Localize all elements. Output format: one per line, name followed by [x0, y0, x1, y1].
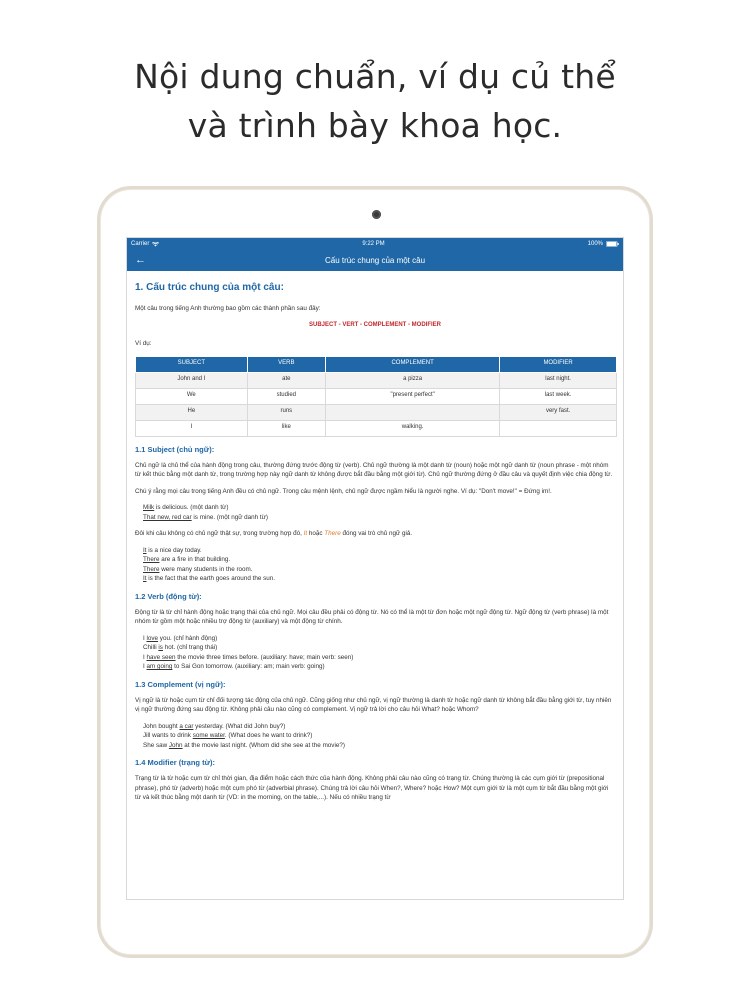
article-title: 1. Cấu trúc chung của một câu: — [135, 282, 284, 293]
example-line: There were many students in the room. — [143, 565, 253, 573]
subject-paragraph-2: Chú ý rằng mọi câu trong tiếng Anh đều có chủ ngữ. Trong câu mệnh lệnh, chủ ngữ được ngầm hiểu là người nghe. Ví dụ: "Don't move!" = Đứng im!. — [135, 487, 552, 495]
example-line: I have seen the movie three times before. (auxiliary: have; main verb: seen) — [143, 653, 354, 661]
example-line: I am going to Sai Gon tomorrow. (auxiliary: am; main verb: going) — [143, 663, 325, 670]
example-label: Ví dụ: — [135, 340, 152, 347]
headline-line-1: Nội dung chuẩn, ví dụ củ thể — [134, 57, 616, 96]
complement-paragraph-1: Vị ngữ là từ hoặc cụm từ chỉ đối tượng tác động của chủ ngữ. Cũng giống như chủ ngữ, vị ngữ thường là danh từ hoặc ngữ danh từ không bắt đầu bằng giới từ, tuy nhiên vị ngữ thường đứng sau động từ. Không phải câu nào cũng có complement. Vị ngữ trả lời cho câu hỏi What? hoặc Whom? — [135, 696, 612, 713]
example-line: It is a nice day today. — [143, 546, 202, 554]
table-cell: a pizza — [325, 372, 499, 388]
battery-icon — [606, 241, 619, 247]
nav-title: Cấu trúc chung của một câu — [324, 256, 426, 265]
verb-examples — [135, 634, 615, 672]
table-cell — [325, 404, 499, 420]
arrow-left-icon[interactable]: ← — [135, 254, 146, 266]
article-content — [127, 271, 623, 803]
section-heading-complement: 1.3 Complement (vị ngữ): — [135, 679, 226, 689]
table-row — [136, 404, 617, 420]
status-bar — [127, 238, 623, 250]
example-table — [135, 356, 617, 437]
section-heading-modifier: 1.4 Modifier (trạng từ): — [135, 758, 216, 767]
example-line: That new, red car is mine. (một ngữ danh từ) — [143, 513, 268, 521]
sentence-formula: SUBJECT - VERT - COMPLEMENT - MODIFIER — [309, 321, 441, 328]
section-heading-subject: 1.1 Subject (chủ ngữ): — [135, 444, 215, 454]
table-cell: John and I — [136, 372, 248, 388]
section-heading-verb: 1.2 Verb (động từ): — [135, 591, 202, 601]
table-cell: He — [136, 404, 248, 420]
table-cell: very fast. — [500, 404, 617, 420]
subject-examples-2 — [135, 546, 615, 584]
table-header-cell: SUBJECT — [136, 356, 248, 372]
example-line: It is the fact that the earth goes around the sun. — [143, 575, 275, 582]
subject-examples-1 — [135, 503, 615, 522]
table-header-cell: VERB — [247, 356, 325, 372]
complement-examples — [135, 722, 615, 751]
subject-paragraph-3: Đôi khi câu không có chủ ngữ thật sự, trong trường hợp đó, It hoặc There đóng vai trò chủ ngữ giả. — [135, 530, 413, 537]
example-line: There are a fire in that building. — [143, 556, 231, 563]
table-header-row — [136, 356, 617, 372]
table-row — [136, 420, 617, 436]
table-cell: walking. — [325, 420, 499, 436]
intro-text: Một câu trong tiếng Anh thường bao gồm các thành phần sau đây: — [135, 305, 321, 312]
example-line: She saw John at the movie last night. (Whom did she see at the movie?) — [143, 741, 345, 749]
example-line: I love you. (chỉ hành động) — [143, 634, 218, 642]
wifi-icon — [152, 242, 159, 247]
table-header-cell: COMPLEMENT — [325, 356, 499, 372]
verb-paragraph-1: Động từ là từ chỉ hành động hoặc trạng thái của chủ ngữ. Mọi câu đều phải có động từ. Nó có thể là một từ đơn hoặc một ngữ động từ. Ngữ động từ (verb phrase) là một nhóm từ gồm một hoặc nhiều trợ động từ (auxiliary) và một động từ chính. — [135, 608, 609, 625]
example-line: Milk is delicious. (một danh từ) — [143, 504, 229, 511]
modifier-paragraph-1: Trạng từ là từ hoặc cụm từ chỉ thời gian, địa điểm hoặc cách thức của hành động. Không phải câu nào cũng có trạng từ. Chúng thường là các cụm giới từ (prepositional phrase), phó từ (adverb) hoặc một cụm phó từ (adverbial phrase). Chúng trả lời câu hỏi When?, Where? hoặc How? Một cụm giới từ là một cụm từ bắt đầu bằng một giới từ và kết thúc bằng một danh từ (VD: in the morning, on the table,...). Nếu có nhiều trạng từ — [135, 775, 609, 801]
table-header-cell: MODIFIER — [500, 356, 617, 372]
battery-label: 100% — [587, 241, 603, 247]
table-cell: "present perfect" — [325, 388, 499, 404]
app-screen — [126, 237, 624, 900]
table-cell: We — [136, 388, 248, 404]
table-cell: like — [247, 420, 325, 436]
headline — [0, 52, 750, 150]
table-cell: studied — [247, 388, 325, 404]
table-cell: I — [136, 420, 248, 436]
table-row — [136, 372, 617, 388]
example-line: Chilli is hot. (chỉ trạng thái) — [143, 644, 218, 651]
nav-bar — [127, 250, 623, 271]
table-cell: last night. — [500, 372, 617, 388]
table-row — [136, 388, 617, 404]
camera-icon — [372, 210, 381, 219]
example-line: John bought a car yesterday. (What did John buy?) — [143, 722, 286, 730]
clock-label: 9:22 PM — [362, 241, 385, 247]
table-cell — [500, 420, 617, 436]
subject-paragraph-1: Chủ ngữ là chủ thể của hành động trong câu, thường đứng trước động từ (verb). Chủ ngữ thường là một danh từ (noun) hoặc một ngữ danh từ (noun phrase - một nhóm từ kết thúc bằng một danh từ, trong trường hợp này ngữ danh từ không được bắt đầu bằng một giới từ). Chủ ngữ thường đứng ở đầu câu và quyết định việc chia động từ. — [135, 461, 613, 478]
headline-line-2: và trình bày khoa học. — [187, 106, 563, 145]
table-cell: last week. — [500, 388, 617, 404]
table-cell: runs — [247, 404, 325, 420]
carrier-label: Carrier — [131, 241, 150, 247]
example-line: Jill wants to drink some water. (What does he want to drink?) — [143, 732, 313, 739]
table-cell: ate — [247, 372, 325, 388]
